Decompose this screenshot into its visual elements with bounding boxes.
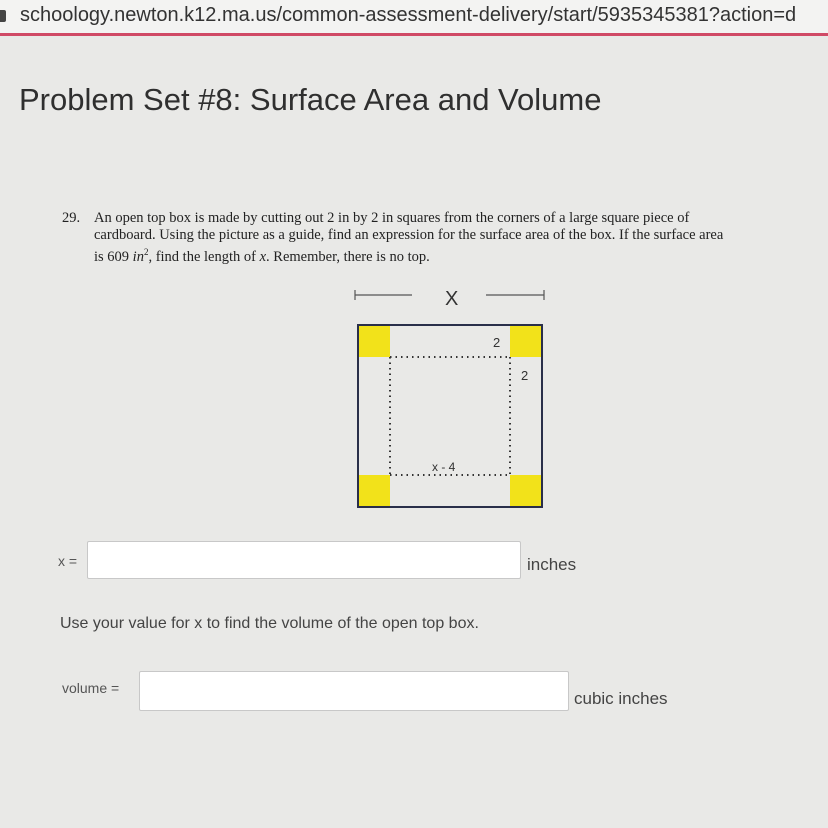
x-field-label: x = <box>58 553 78 569</box>
question-number: 29. <box>62 210 81 226</box>
browser-address-bar[interactable] <box>0 0 828 36</box>
x-answer-input[interactable] <box>87 541 521 579</box>
question-line-2: cardboard. Using the picture as a guide, find an expression for the surface area of the box. If the surface area <box>94 227 724 243</box>
volume-instruction: Use your value for x to find the volume of the open top box. <box>60 615 479 632</box>
question-line-3: is 609 $in^2$, find the length of x. Remember, there is no top. <box>94 247 430 265</box>
x-unit-label: inches <box>527 555 577 574</box>
corner-square-bottom-right <box>510 475 542 507</box>
fold-lines <box>390 357 510 475</box>
question-text <box>62 210 828 266</box>
lock-icon <box>0 10 6 22</box>
figure-x-dimension-label: X <box>445 288 459 310</box>
corner-label-horizontal: 2 <box>493 335 501 350</box>
box-net-diagram <box>350 285 550 515</box>
corner-square-top-right <box>510 325 542 357</box>
url-text[interactable]: schoology.newton.k12.ma.us/common-assessment-delivery/start/5935345381?action=d <box>20 4 797 26</box>
question-line-1: An open top box is made by cutting out 2 in by 2 in squares from the corners of a large square piece of <box>94 210 690 226</box>
volume-answer-input[interactable] <box>139 671 569 711</box>
inner-length-label: x - 4 <box>432 460 456 474</box>
volume-field-label: volume = <box>62 680 120 696</box>
page-title: Problem Set #8: Surface Area and Volume <box>19 82 602 117</box>
corner-square-top-left <box>358 325 390 357</box>
corner-square-bottom-left <box>358 475 390 507</box>
corner-label-vertical: 2 <box>521 368 529 383</box>
dimension-line <box>355 290 544 300</box>
volume-unit-label: cubic inches <box>574 689 668 708</box>
